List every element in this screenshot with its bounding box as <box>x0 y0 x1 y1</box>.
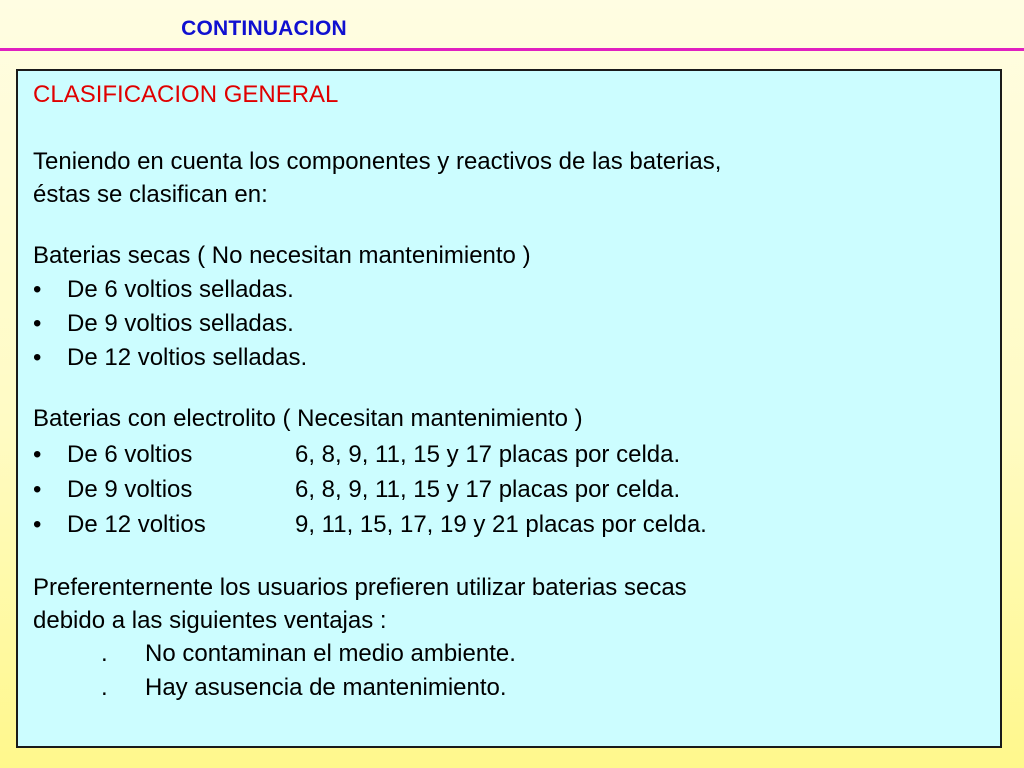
plates-label: 9, 11, 15, 17, 19 y 21 placas por celda. <box>295 511 707 538</box>
dry-batteries-heading: Baterias secas ( No necesitan mantenimiento ) <box>33 242 531 269</box>
title-divider <box>0 48 1024 51</box>
plates-label: 6, 8, 9, 11, 15 y 17 placas por celda. <box>295 441 681 468</box>
voltage-label: De 6 voltios <box>67 441 193 468</box>
voltage-label: De 12 voltios <box>67 511 206 538</box>
bullet-icon: • <box>33 511 42 538</box>
intro-line-1: Teniendo en cuenta los componentes y reactivos de las baterias, <box>33 148 722 175</box>
voltage-label: De 9 voltios <box>67 476 193 503</box>
preference-line-1: Preferenternente los usuarios prefieren utilizar baterias secas <box>33 574 687 601</box>
electrolyte-batteries-heading: Baterias con electrolito ( Necesitan mantenimiento ) <box>33 405 583 432</box>
bullet-icon: • <box>33 310 42 337</box>
dry-battery-label: De 6 voltios selladas. <box>67 276 294 303</box>
bullet-icon: • <box>33 276 42 303</box>
bullet-icon: • <box>33 441 42 468</box>
advantage-label: Hay asusencia de mantenimiento. <box>145 674 507 701</box>
bullet-icon: • <box>33 344 42 371</box>
advantage-marker: . <box>101 674 108 701</box>
plates-label: 6, 8, 9, 11, 15 y 17 placas por celda. <box>295 476 681 503</box>
dry-battery-label: De 9 voltios selladas. <box>67 310 294 337</box>
intro-line-2: éstas se clasifican en: <box>33 181 268 208</box>
preference-line-2: debido a las siguientes ventajas : <box>33 607 387 634</box>
advantage-label: No contaminan el medio ambiente. <box>145 640 516 667</box>
slide-title: CONTINUACION <box>181 17 347 40</box>
advantage-marker: . <box>101 640 108 667</box>
dry-battery-label: De 12 voltios selladas. <box>67 344 308 371</box>
content-panel <box>16 69 1002 748</box>
panel-title: CLASIFICACION GENERAL <box>33 81 339 108</box>
bullet-icon: • <box>33 476 42 503</box>
